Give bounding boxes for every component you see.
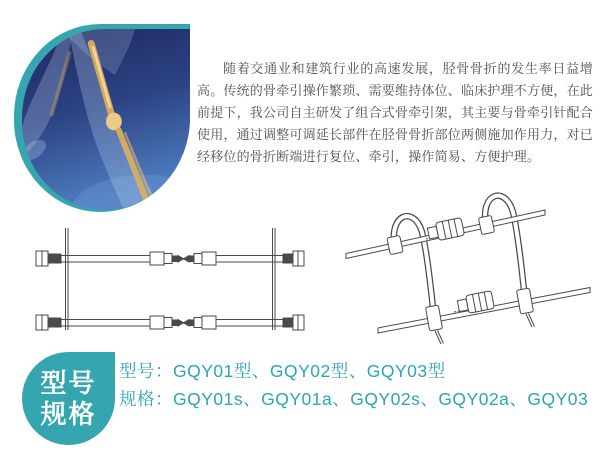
traction-frame-perspective-drawing — [338, 192, 593, 347]
spec-lines — [119, 357, 588, 413]
leg-xray-illustration — [22, 29, 190, 210]
hero-photo-frame — [14, 24, 190, 212]
model-spec-badge — [22, 352, 115, 445]
running-leg-xray-photo — [22, 29, 190, 210]
badge-line-spec: 规格 — [40, 398, 97, 429]
traction-frame-front-view-drawing — [20, 216, 310, 340]
spec-line: 规格：GQY01s、GQY01a、GQY02s、GQY02a、GQY03 — [119, 389, 589, 409]
badge-line-model: 型号 — [40, 367, 97, 398]
intro-paragraph: 随着交通业和建筑行业的高速发展，胫骨骨折的发生率日益增高。传统的骨牵引操作繁琐、需要维持体位、临床护理不方便，在此前提下，我公司自主研发了组合式骨牵引架，其主要与骨牵引针配合使用，通过调整可调延长部件在胫骨骨折部位两侧施加作用力，对已经移位的骨折断端进行复位、牵引，操作简易、方便护理。 — [197, 61, 594, 164]
model-line: 型号：GQY01型、GQY02型、GQY03型 — [119, 361, 446, 381]
